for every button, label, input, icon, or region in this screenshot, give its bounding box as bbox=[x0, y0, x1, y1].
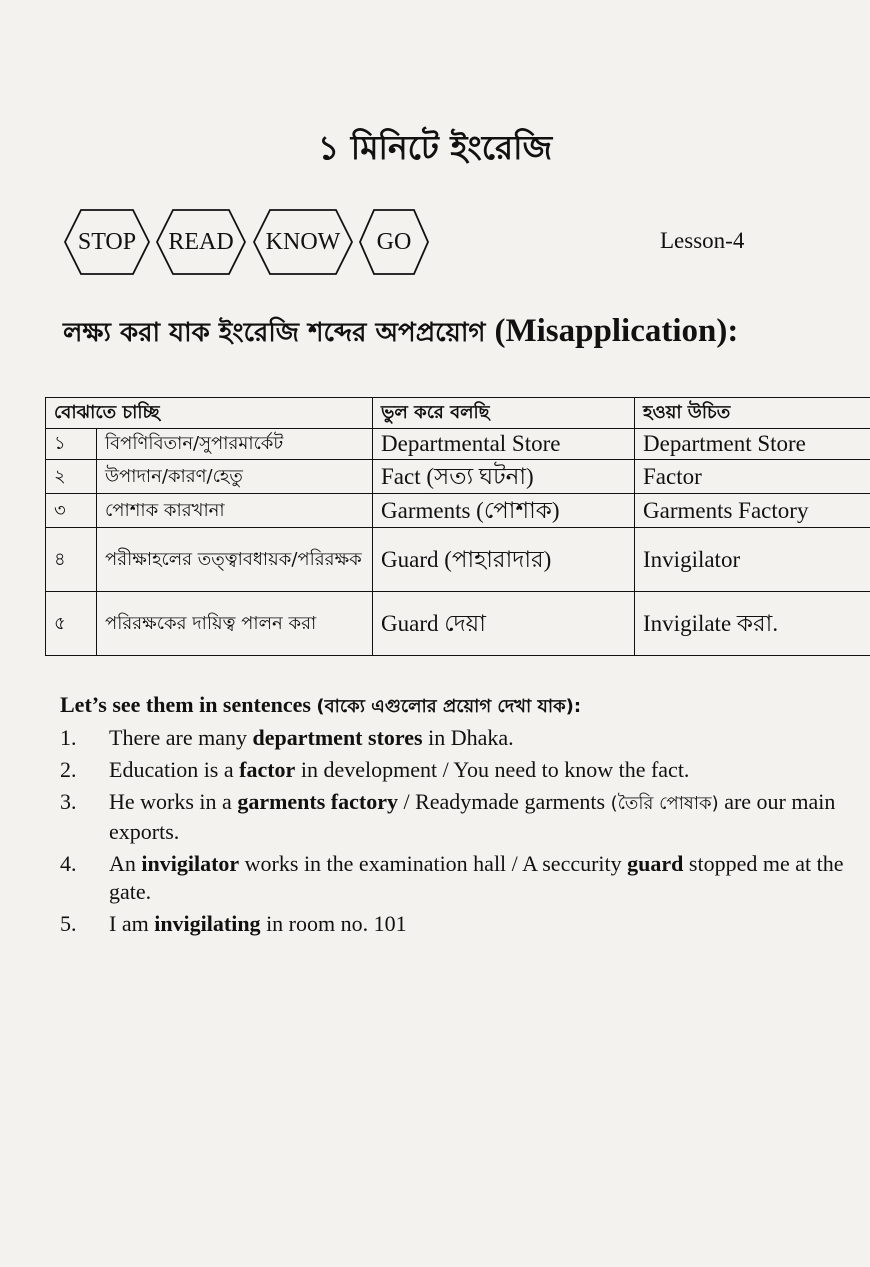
sentences-heading-bangla: (বাক্যে এগুলোর প্রয়োগ দেখা যাক): bbox=[316, 696, 582, 717]
header-wrong: ভুল করে বলছি bbox=[373, 398, 635, 429]
sentences-heading bbox=[60, 692, 860, 723]
list-item bbox=[60, 788, 860, 846]
sentence-keyword: guard bbox=[627, 851, 684, 876]
sentence-text: / Readymade garments bbox=[397, 789, 611, 814]
item-number: 5. bbox=[60, 911, 77, 936]
item-number: 1. bbox=[60, 725, 77, 750]
row-number: ২ bbox=[46, 460, 97, 494]
row-wrong: Fact (সত্য ঘটনা) bbox=[373, 460, 635, 494]
row-meaning: বিপণিবিতান/সুপারমার্কেট bbox=[97, 429, 373, 460]
row-wrong: Guard দেয়া bbox=[373, 592, 635, 656]
badge-go bbox=[358, 208, 430, 276]
section-heading bbox=[63, 312, 863, 356]
list-item bbox=[60, 850, 860, 906]
page-title: ১ মিনিটে ইংরেজি bbox=[317, 128, 553, 167]
row-meaning: পরিরক্ষকের দায়িত্ব পালন করা bbox=[97, 592, 373, 656]
header-meaning: বোঝাতে চাচ্ছি bbox=[46, 398, 373, 429]
row-meaning: উপাদান/কারণ/হেতু bbox=[97, 460, 373, 494]
badge-stop bbox=[63, 208, 151, 276]
list-item bbox=[60, 756, 860, 784]
row-number: ১ bbox=[46, 429, 97, 460]
item-number: 3. bbox=[60, 789, 77, 814]
badge-label: GO bbox=[376, 228, 412, 255]
sentence-keyword: factor bbox=[239, 757, 296, 782]
sentence-keyword: invigilating bbox=[154, 911, 261, 936]
header-correct: হওয়া উচিত bbox=[635, 398, 870, 429]
sentence-list bbox=[60, 724, 860, 942]
table-row bbox=[46, 528, 870, 592]
list-item bbox=[60, 910, 860, 938]
heading-bangla: লক্ষ্য করা যাক ইংরেজি শব্দের অপপ্রয়োগ bbox=[63, 318, 495, 348]
row-correct: Garments Factory bbox=[635, 494, 870, 528]
sentence-keyword: department stores bbox=[252, 725, 423, 750]
row-correct: Factor bbox=[635, 460, 870, 494]
row-number: ৪ bbox=[46, 528, 97, 592]
table-row bbox=[46, 592, 870, 656]
sentence-text: He works in a bbox=[109, 789, 238, 814]
sentence-text: in Dhaka. bbox=[422, 725, 514, 750]
table-header-row bbox=[46, 398, 870, 429]
row-number: ৫ bbox=[46, 592, 97, 656]
sentence-keyword: invigilator bbox=[141, 851, 240, 876]
row-correct: Department Store bbox=[635, 429, 870, 460]
sentence-text: Education is a bbox=[109, 757, 240, 782]
sentence-text: There are many bbox=[109, 725, 253, 750]
row-meaning: পরীক্ষাহলের তত্ত্বাবধায়ক/পরিরক্ষক bbox=[97, 528, 373, 592]
list-item bbox=[60, 724, 860, 752]
sentence-text: stopped me at the gate. bbox=[109, 851, 844, 904]
sentence-text: in development / You need to know the fact. bbox=[295, 757, 690, 782]
sentence-bangla: (তৈরি পোষাক) bbox=[610, 793, 719, 814]
sentence-text: I am bbox=[109, 911, 155, 936]
heading-english: (Misapplication): bbox=[494, 313, 739, 349]
row-wrong: Garments (পোশাক) bbox=[373, 494, 635, 528]
table-row bbox=[46, 494, 870, 528]
row-meaning: পোশাক কারখানা bbox=[97, 494, 373, 528]
sentence-text: in room no. 101 bbox=[260, 911, 407, 936]
row-wrong: Guard (পাহারাদার) bbox=[373, 528, 635, 592]
sentence-text: An bbox=[109, 851, 142, 876]
item-number: 4. bbox=[60, 851, 77, 876]
sentence-text: are our main exports. bbox=[109, 789, 836, 844]
row-correct: Invigilator bbox=[635, 528, 870, 592]
badge-label: STOP bbox=[77, 228, 137, 255]
misapplication-table bbox=[45, 397, 870, 656]
badge-label: READ bbox=[168, 228, 234, 255]
badge-know bbox=[252, 208, 354, 276]
row-correct: Invigilate করা. bbox=[635, 592, 870, 656]
sentences-heading-english: Let’s see them in sentences bbox=[60, 692, 317, 717]
table-row bbox=[46, 429, 870, 460]
item-number: 2. bbox=[60, 757, 77, 782]
sentence-text: works in the examination hall / A seccurity bbox=[239, 851, 628, 876]
table-row bbox=[46, 460, 870, 494]
lesson-label: Lesson-4 bbox=[660, 228, 745, 253]
row-wrong: Departmental Store bbox=[373, 429, 635, 460]
badge-label: KNOW bbox=[265, 228, 341, 255]
row-number: ৩ bbox=[46, 494, 97, 528]
badge-read bbox=[155, 208, 247, 276]
sentence-keyword: garments factory bbox=[237, 789, 398, 814]
